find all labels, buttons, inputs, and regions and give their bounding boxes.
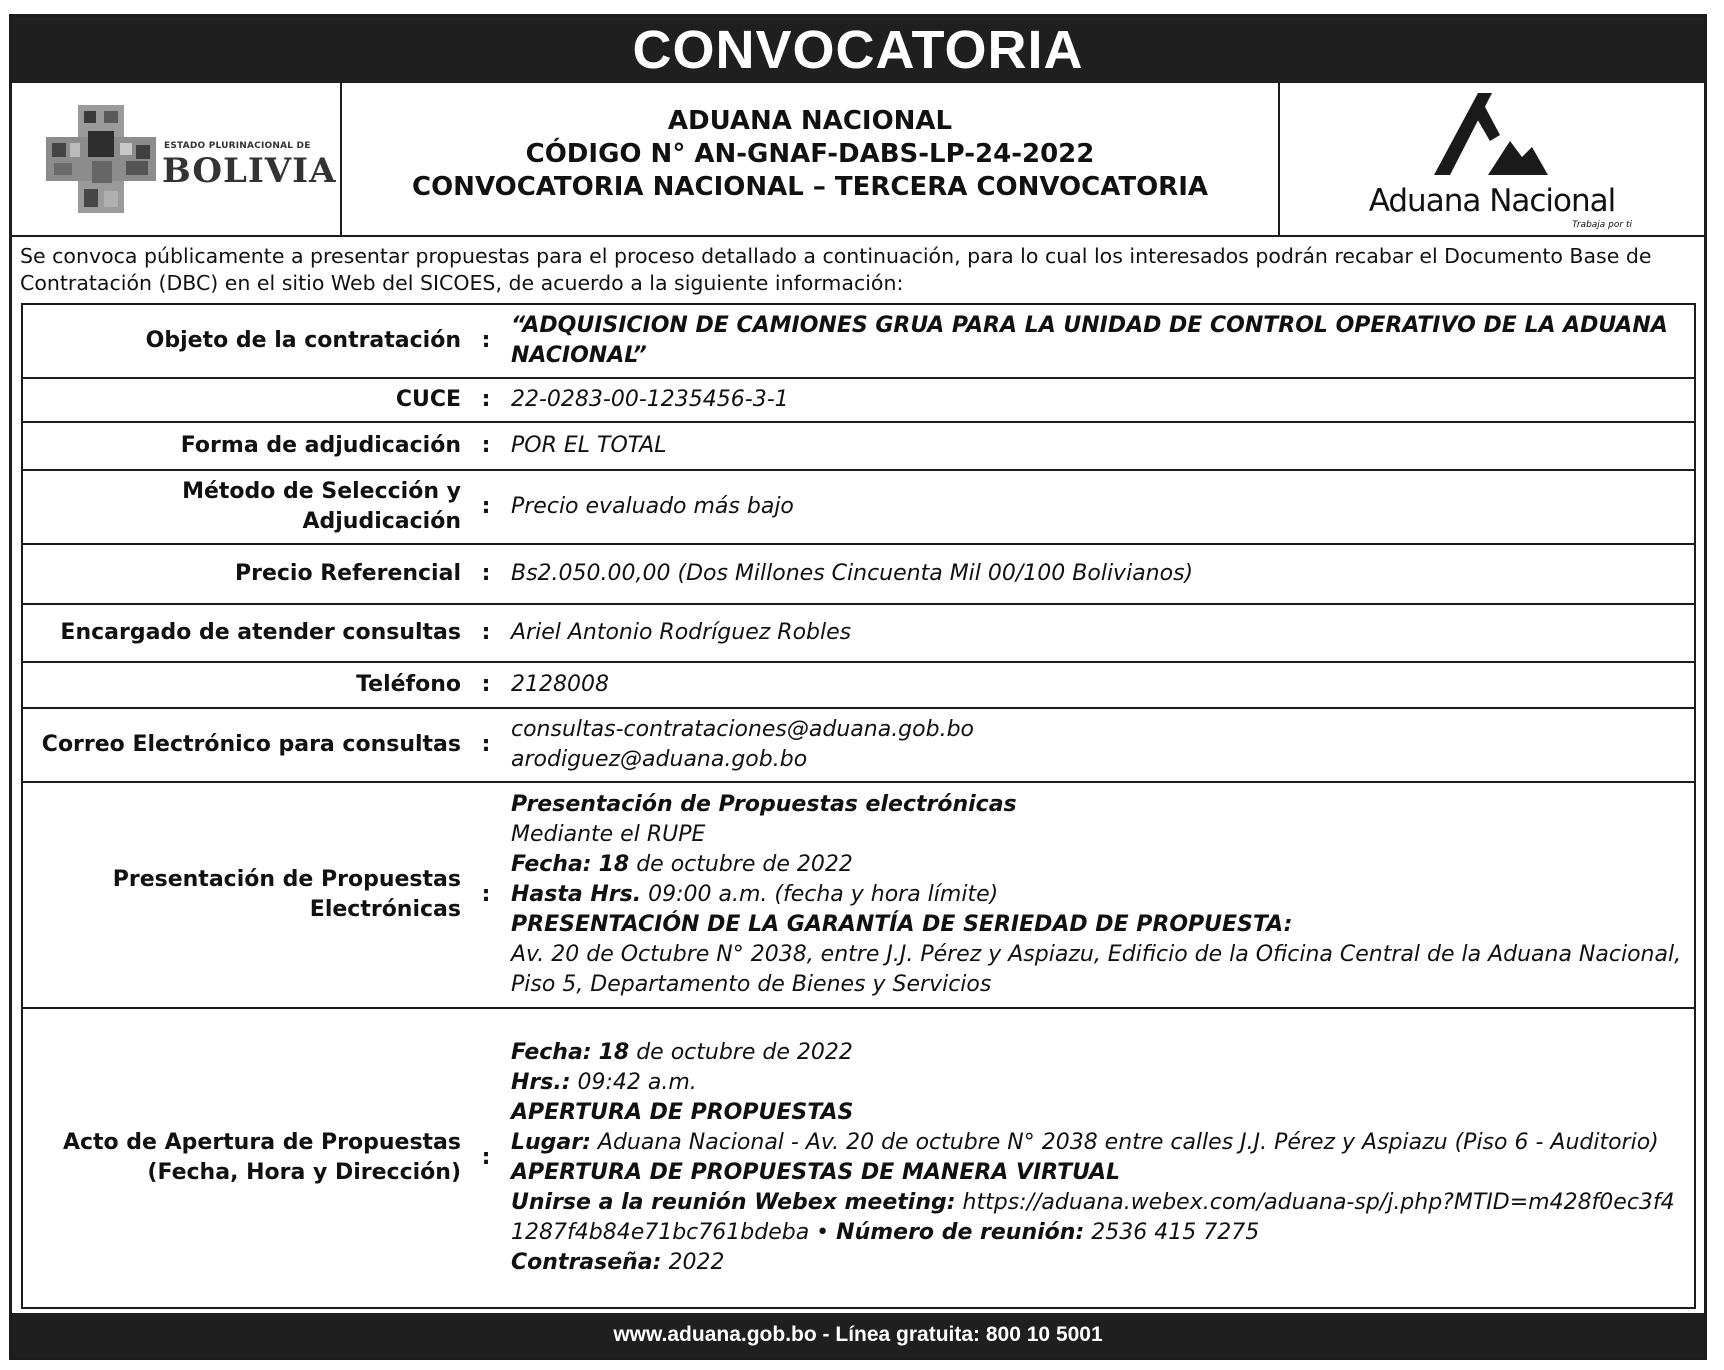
footer-bar: www.aduana.gob.bo - Línea gratuita: 800 10 5001 (12, 1313, 1704, 1357)
submission-deadline: Hasta Hrs. 09:00 a.m. (fecha y hora límite) (511, 882, 999, 907)
opening-date: Fecha: 18 de octubre de 2022 (511, 1040, 853, 1065)
header-line-agency: ADUANA NACIONAL (667, 106, 953, 136)
cuce-value: 22-0283-00-1235456-3-1 (501, 378, 1695, 422)
header-line-code: CÓDIGO N° AN-GNAF-DABS-LP-24-2022 (525, 139, 1095, 169)
meeting-password: Contraseña: 2022 (511, 1250, 725, 1275)
opening-place: Lugar: Aduana Nacional - Av. 20 de octubre N° 2038 entre calles J.J. Pérez y Aspiazu (Piso 6 - Auditorio) (511, 1130, 1659, 1155)
bolivia-logo (12, 83, 342, 235)
bolivia-emblem-icon (42, 103, 160, 215)
table-row (22, 662, 1695, 708)
opening-time: Hrs.: 09:42 a.m. (511, 1070, 697, 1095)
row-separator: : (471, 1008, 501, 1308)
announcement-frame (9, 14, 1707, 1360)
row-separator: : (471, 782, 501, 1008)
title-bar: CONVOCATORIA (12, 17, 1704, 83)
row-label: Presentación de Propuestas Electrónicas (22, 782, 471, 1008)
selection-method-value: Precio evaluado más bajo (501, 470, 1695, 544)
row-separator: : (471, 304, 501, 378)
email-values (501, 708, 1695, 782)
row-separator: : (471, 470, 501, 544)
row-separator: : (471, 708, 501, 782)
submission-date: Fecha: 18 de octubre de 2022 (511, 852, 853, 877)
row-label: Método de Selección y Adjudicación (22, 470, 471, 544)
contact-person-value: Ariel Antonio Rodríguez Robles (501, 604, 1695, 662)
table-row (22, 544, 1695, 604)
opening-details (501, 1008, 1695, 1308)
row-label: Correo Electrónico para consultas (22, 708, 471, 782)
row-separator: : (471, 662, 501, 708)
guarantee-address: Av. 20 de Octubre N° 2038, entre J.J. Pérez y Aspiazu, Edificio de la Oficina Central de la Aduana Nacional, Piso 5, Departamento de Bienes y Servicios (511, 942, 1682, 997)
row-label: Objeto de la contratación (22, 304, 471, 378)
header-center (342, 83, 1278, 235)
aduana-logo (1278, 83, 1704, 235)
table-row (22, 708, 1695, 782)
table-row (22, 304, 1695, 378)
aduana-mountain-icon (1430, 91, 1550, 187)
row-label: Forma de adjudicación (22, 422, 471, 470)
aduana-logo-name: Aduana Nacional (1368, 183, 1616, 219)
aduana-logo-slogan: Trabaja por ti (1572, 220, 1632, 230)
bolivia-logo-word: BOLIVIA (162, 151, 337, 191)
row-label: Acto de Apertura de Propuestas (Fecha, Hora y Dirección) (22, 1008, 471, 1308)
submission-heading: Presentación de Propuestas electrónicas (511, 792, 1017, 817)
reference-price-value: Bs2.050.00,00 (Dos Millones Cincuenta Mil 00/100 Bolivianos) (501, 544, 1695, 604)
opening-heading: APERTURA DE PROPUESTAS (511, 1100, 854, 1125)
webex-link[interactable]: https://aduana.webex.com/aduana-sp/j.php?MTID=m428f0ec3f41287f4b84e71bc761bdeba (511, 1190, 1675, 1245)
table-row (22, 604, 1695, 662)
bolivia-logo-small-text: ESTADO PLURINACIONAL DE (164, 141, 311, 151)
award-form-value: POR EL TOTAL (501, 422, 1695, 470)
row-label: Teléfono (22, 662, 471, 708)
table-row (22, 470, 1695, 544)
submission-details (501, 782, 1695, 1008)
phone-value: 2128008 (501, 662, 1695, 708)
table-row (22, 378, 1695, 422)
email-link[interactable]: arodiguez@aduana.gob.bo (511, 747, 808, 772)
submission-medium: Mediante el RUPE (511, 822, 706, 847)
header-row (12, 83, 1704, 237)
webex-info: Unirse a la reunión Webex meeting: https://aduana.webex.com/aduana-sp/j.php?MTID=m428f0ec3f41287f4b84e71bc761bdeba • Número de reunión: 2536 415 7275 (511, 1190, 1675, 1245)
header-line-type: CONVOCATORIA NACIONAL – TERCERA CONVOCATORIA (412, 172, 1208, 202)
intro-text: Se convoca públicamente a presentar propuestas para el proceso detallado a continuación, para lo cual los interesados podrán recabar el Documento Base de Contratación (DBC) en el sitio Web del SICOES, de acuerdo a la siguiente información: (20, 244, 1652, 295)
row-label: Encargado de atender consultas (22, 604, 471, 662)
row-separator: : (471, 378, 501, 422)
row-separator: : (471, 422, 501, 470)
row-label: Precio Referencial (22, 544, 471, 604)
row-separator: : (471, 604, 501, 662)
table-row (22, 422, 1695, 470)
info-table (21, 303, 1696, 1309)
row-separator: : (471, 544, 501, 604)
row-label: CUCE (22, 378, 471, 422)
virtual-opening-heading: APERTURA DE PROPUESTAS DE MANERA VIRTUAL (511, 1160, 1121, 1185)
guarantee-heading: PRESENTACIÓN DE LA GARANTÍA DE SERIEDAD DE PROPUESTA: (511, 912, 1293, 937)
contract-object: “ADQUISICION DE CAMIONES GRUA PARA LA UNIDAD DE CONTROL OPERATIVO DE LA ADUANA NACIONAL” (501, 304, 1695, 378)
email-link[interactable]: consultas-contrataciones@aduana.gob.bo (511, 717, 974, 742)
table-row (22, 782, 1695, 1008)
table-row (22, 1008, 1695, 1308)
